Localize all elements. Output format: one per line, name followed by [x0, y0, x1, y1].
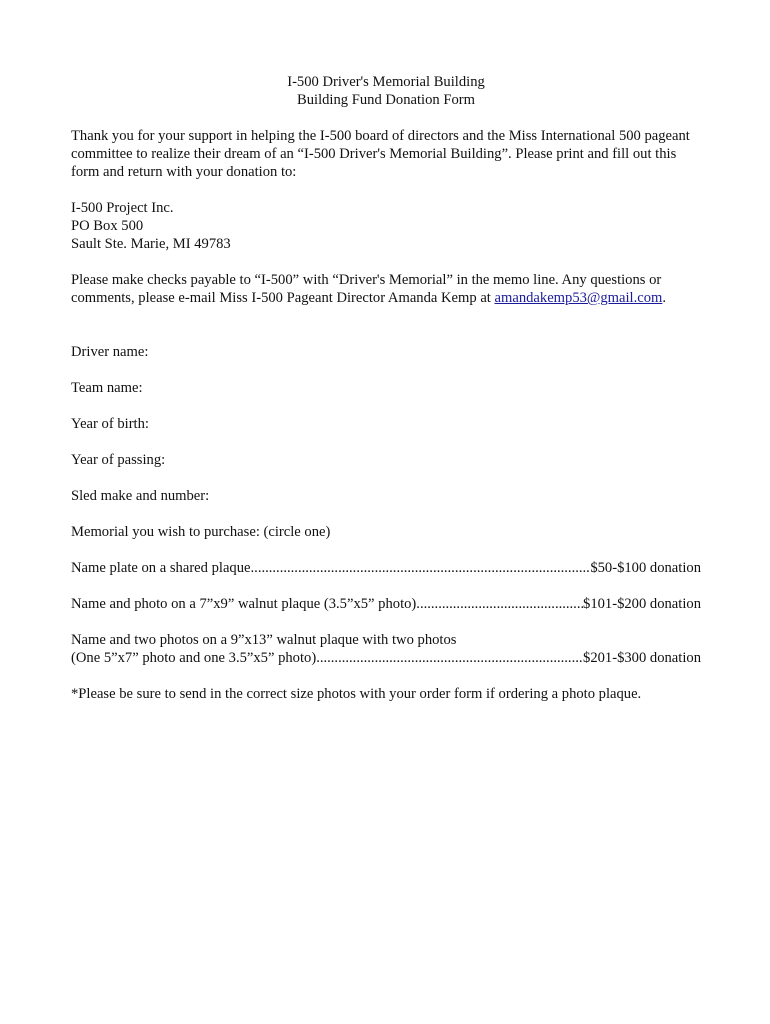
- address-line-organization: I-500 Project Inc.: [71, 200, 174, 216]
- option-single-photo: [71, 595, 701, 613]
- intro-paragraph: Thank you for your support in helping the I-500 board of directors and the Miss International 500 pageant committee to realize their dream of an “I-500 Driver's Memorial Building”. Please print and fill out this form and return with your donation to:: [71, 128, 690, 180]
- driver-name-label: Driver name:: [71, 344, 149, 360]
- option-two-photos: [71, 631, 701, 667]
- option-single-photo-label: Name and photo on a 7”x9” walnut plaque (3.5”x5” photo): [71, 596, 417, 612]
- email-link[interactable]: amandakemp53@gmail.com: [494, 290, 663, 306]
- team-name-label: Team name:: [71, 380, 143, 396]
- photo-size-note: *Please be sure to send in the correct size photos with your order form if ordering a photo plaque.: [71, 686, 642, 702]
- mailing-address: [71, 199, 701, 253]
- option-two-photos-price: $201-$300 donation: [583, 650, 701, 666]
- dot-leader: [251, 559, 591, 577]
- option-name-plate: [71, 559, 701, 577]
- option-two-photos-description: Name and two photos on a 9”x13” walnut plaque with two photos: [71, 632, 457, 648]
- option-name-plate-label: Name plate on a shared plaque: [71, 560, 251, 576]
- dot-leader: [316, 649, 583, 667]
- sled-make-number-label: Sled make and number:: [71, 488, 210, 504]
- memorial-choice-label: Memorial you wish to purchase: (circle one): [71, 524, 331, 540]
- checks-text: Please make checks payable to “I-500” with “Driver's Memorial” in the memo line. Any questions or comments, please e-mail Miss I-500 Pageant Director Amanda Kemp at: [71, 272, 662, 306]
- dot-leader: [416, 595, 583, 613]
- checks-period: .: [662, 290, 667, 306]
- year-of-birth-label: Year of birth:: [71, 416, 149, 432]
- address-line-city: Sault Ste. Marie, MI 49783: [71, 236, 231, 252]
- title-block: [71, 73, 701, 109]
- option-name-plate-price: $50-$100 donation: [590, 560, 701, 576]
- checks-paragraph: [71, 271, 701, 307]
- option-single-photo-price: $101-$200 donation: [583, 596, 701, 612]
- document-subtitle: Building Fund Donation Form: [297, 92, 475, 108]
- option-two-photos-label: (One 5”x7” photo and one 3.5”x5” photo): [71, 650, 317, 666]
- year-of-passing-label: Year of passing:: [71, 452, 166, 468]
- document-page: [71, 73, 701, 703]
- document-title: I-500 Driver's Memorial Building: [287, 74, 485, 90]
- address-line-po-box: PO Box 500: [71, 218, 144, 234]
